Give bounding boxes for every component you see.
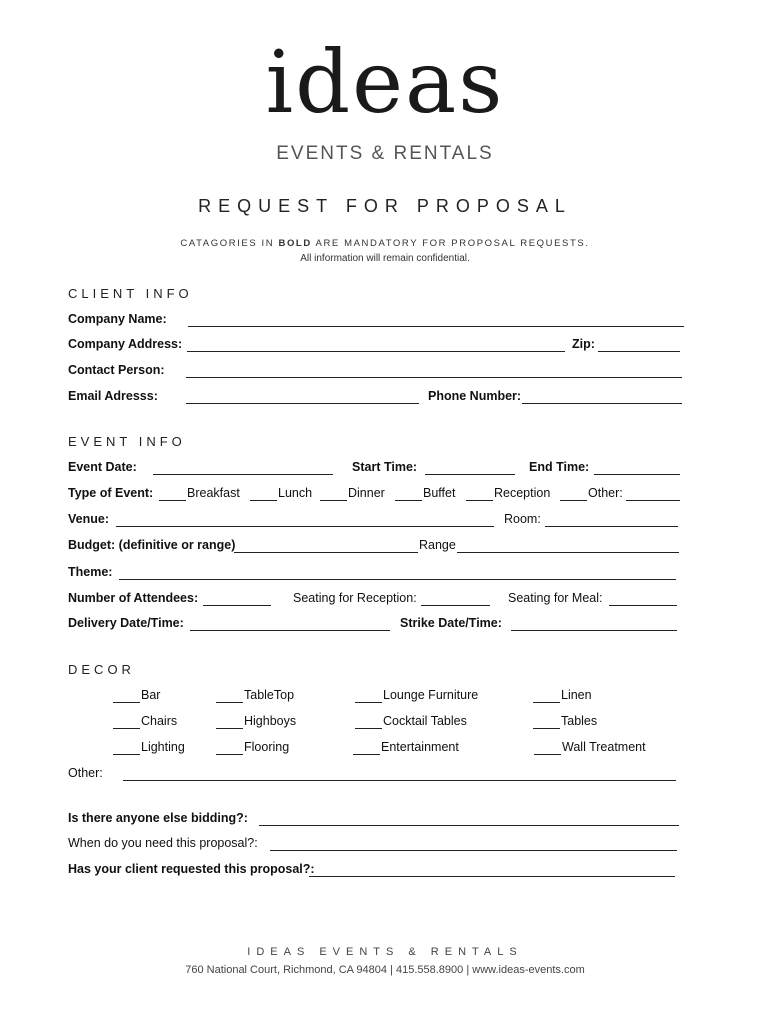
decor-chairs-label: Chairs: [141, 714, 178, 728]
contact-person-field[interactable]: [186, 377, 682, 378]
contact-person-label: Contact Person:: [68, 363, 165, 377]
logo-subtitle: EVENTS & RENTALS: [276, 143, 494, 164]
phone-label: Phone Number:: [428, 389, 522, 403]
attendees-field[interactable]: [203, 605, 271, 606]
other-type-field[interactable]: [626, 500, 680, 501]
lighting-check[interactable]: [113, 754, 140, 755]
decor-other-label: Other:: [68, 766, 103, 780]
decor-wall-treatment-label: Wall Treatment: [562, 740, 646, 754]
highboys-check[interactable]: [216, 728, 243, 729]
company-name-field[interactable]: [188, 326, 684, 327]
start-time-label: Start Time:: [352, 460, 418, 474]
zip-label: Zip:: [572, 337, 595, 351]
mandatory-note: [0, 238, 770, 249]
event-info-heading: EVENT INFO: [68, 434, 186, 449]
zip-field[interactable]: [598, 351, 680, 352]
buffet-label: Buffet: [423, 486, 456, 500]
mandatory-note-post: ARE MANDATORY FOR PROPOSAL REQUESTS.: [311, 238, 590, 249]
confidential-note: All information will remain confidential.: [300, 253, 470, 264]
venue-label: Venue:: [68, 512, 109, 526]
email-field[interactable]: [186, 403, 419, 404]
budget-field[interactable]: [234, 552, 418, 553]
linen-check[interactable]: [533, 702, 560, 703]
bidding-field[interactable]: [259, 825, 679, 826]
buffet-check[interactable]: [395, 500, 422, 501]
range-label: Range: [419, 538, 456, 552]
strike-label: Strike Date/Time:: [400, 616, 502, 630]
lounge-check[interactable]: [355, 702, 382, 703]
seating-reception-field[interactable]: [421, 605, 490, 606]
dinner-check[interactable]: [320, 500, 347, 501]
flooring-check[interactable]: [216, 754, 243, 755]
range-field[interactable]: [457, 552, 679, 553]
attendees-label: Number of Attendees:: [68, 591, 199, 605]
tables-check[interactable]: [533, 728, 560, 729]
event-type-label: Type of Event:: [68, 486, 154, 500]
end-time-label: End Time:: [529, 460, 590, 474]
other-type-check[interactable]: [560, 500, 587, 501]
mandatory-note-pre: CATAGORIES IN: [180, 238, 279, 249]
wall-treatment-check[interactable]: [534, 754, 561, 755]
seating-meal-label: Seating for Meal:: [508, 591, 603, 605]
decor-tables-label: Tables: [561, 714, 598, 728]
entertainment-check[interactable]: [353, 754, 380, 755]
lunch-check[interactable]: [250, 500, 277, 501]
delivery-field[interactable]: [190, 630, 390, 631]
decor-cocktail-label: Cocktail Tables: [383, 714, 467, 728]
email-label: Email Adresss:: [68, 389, 158, 403]
when-field[interactable]: [270, 850, 677, 851]
end-time-field[interactable]: [594, 474, 680, 475]
seating-reception-label: Seating for Reception:: [293, 591, 417, 605]
decor-other-field[interactable]: [123, 780, 676, 781]
breakfast-label: Breakfast: [187, 486, 240, 500]
start-time-field[interactable]: [425, 474, 515, 475]
footer-company: IDEAS EVENTS & RENTALS: [247, 946, 523, 958]
phone-field[interactable]: [522, 403, 682, 404]
company-address-field[interactable]: [187, 351, 565, 352]
bar-check[interactable]: [113, 702, 140, 703]
breakfast-check[interactable]: [159, 500, 186, 501]
decor-entertainment-label: Entertainment: [381, 740, 459, 754]
room-label: Room:: [504, 512, 541, 526]
decor-lighting-label: Lighting: [141, 740, 185, 754]
client-info-heading: CLIENT INFO: [68, 286, 193, 301]
when-label: When do you need this proposal?:: [68, 836, 258, 850]
bidding-label: Is there anyone else bidding?:: [68, 811, 248, 825]
decor-tabletop-label: TableTop: [244, 688, 295, 702]
page-title: REQUEST FOR PROPOSAL: [198, 196, 572, 216]
decor-flooring-label: Flooring: [244, 740, 290, 754]
tabletop-check[interactable]: [216, 702, 243, 703]
requested-field[interactable]: [309, 876, 675, 877]
other-type-label: Other:: [588, 486, 623, 500]
reception-check[interactable]: [466, 500, 493, 501]
cocktail-check[interactable]: [355, 728, 382, 729]
requested-label: Has your client requested this proposal?:: [68, 862, 315, 876]
decor-heading: DECOR: [68, 662, 135, 677]
seating-meal-field[interactable]: [609, 605, 677, 606]
mandatory-note-bold: BOLD: [278, 238, 312, 249]
budget-label: Budget: (definitive or range): [68, 538, 236, 552]
decor-highboys-label: Highboys: [244, 714, 297, 728]
venue-field[interactable]: [116, 526, 494, 527]
decor-linen-label: Linen: [561, 688, 592, 702]
decor-lounge-label: Lounge Furniture: [383, 688, 479, 702]
strike-field[interactable]: [511, 630, 677, 631]
event-date-label: Event Date:: [68, 460, 137, 474]
dinner-label: Dinner: [348, 486, 385, 500]
room-field[interactable]: [545, 526, 678, 527]
chairs-check[interactable]: [113, 728, 140, 729]
decor-bar-label: Bar: [141, 688, 161, 702]
lunch-label: Lunch: [278, 486, 313, 500]
footer-address: 760 National Court, Richmond, CA 94804 | 415.558.8900 | www.ideas-events.com: [185, 964, 585, 976]
logo: ideas: [265, 33, 505, 133]
theme-label: Theme:: [68, 565, 113, 579]
reception-label: Reception: [494, 486, 551, 500]
company-address-label: Company Address:: [68, 337, 183, 351]
company-name-label: Company Name:: [68, 312, 167, 326]
delivery-label: Delivery Date/Time:: [68, 616, 184, 630]
theme-field[interactable]: [119, 579, 676, 580]
event-date-field[interactable]: [153, 474, 333, 475]
